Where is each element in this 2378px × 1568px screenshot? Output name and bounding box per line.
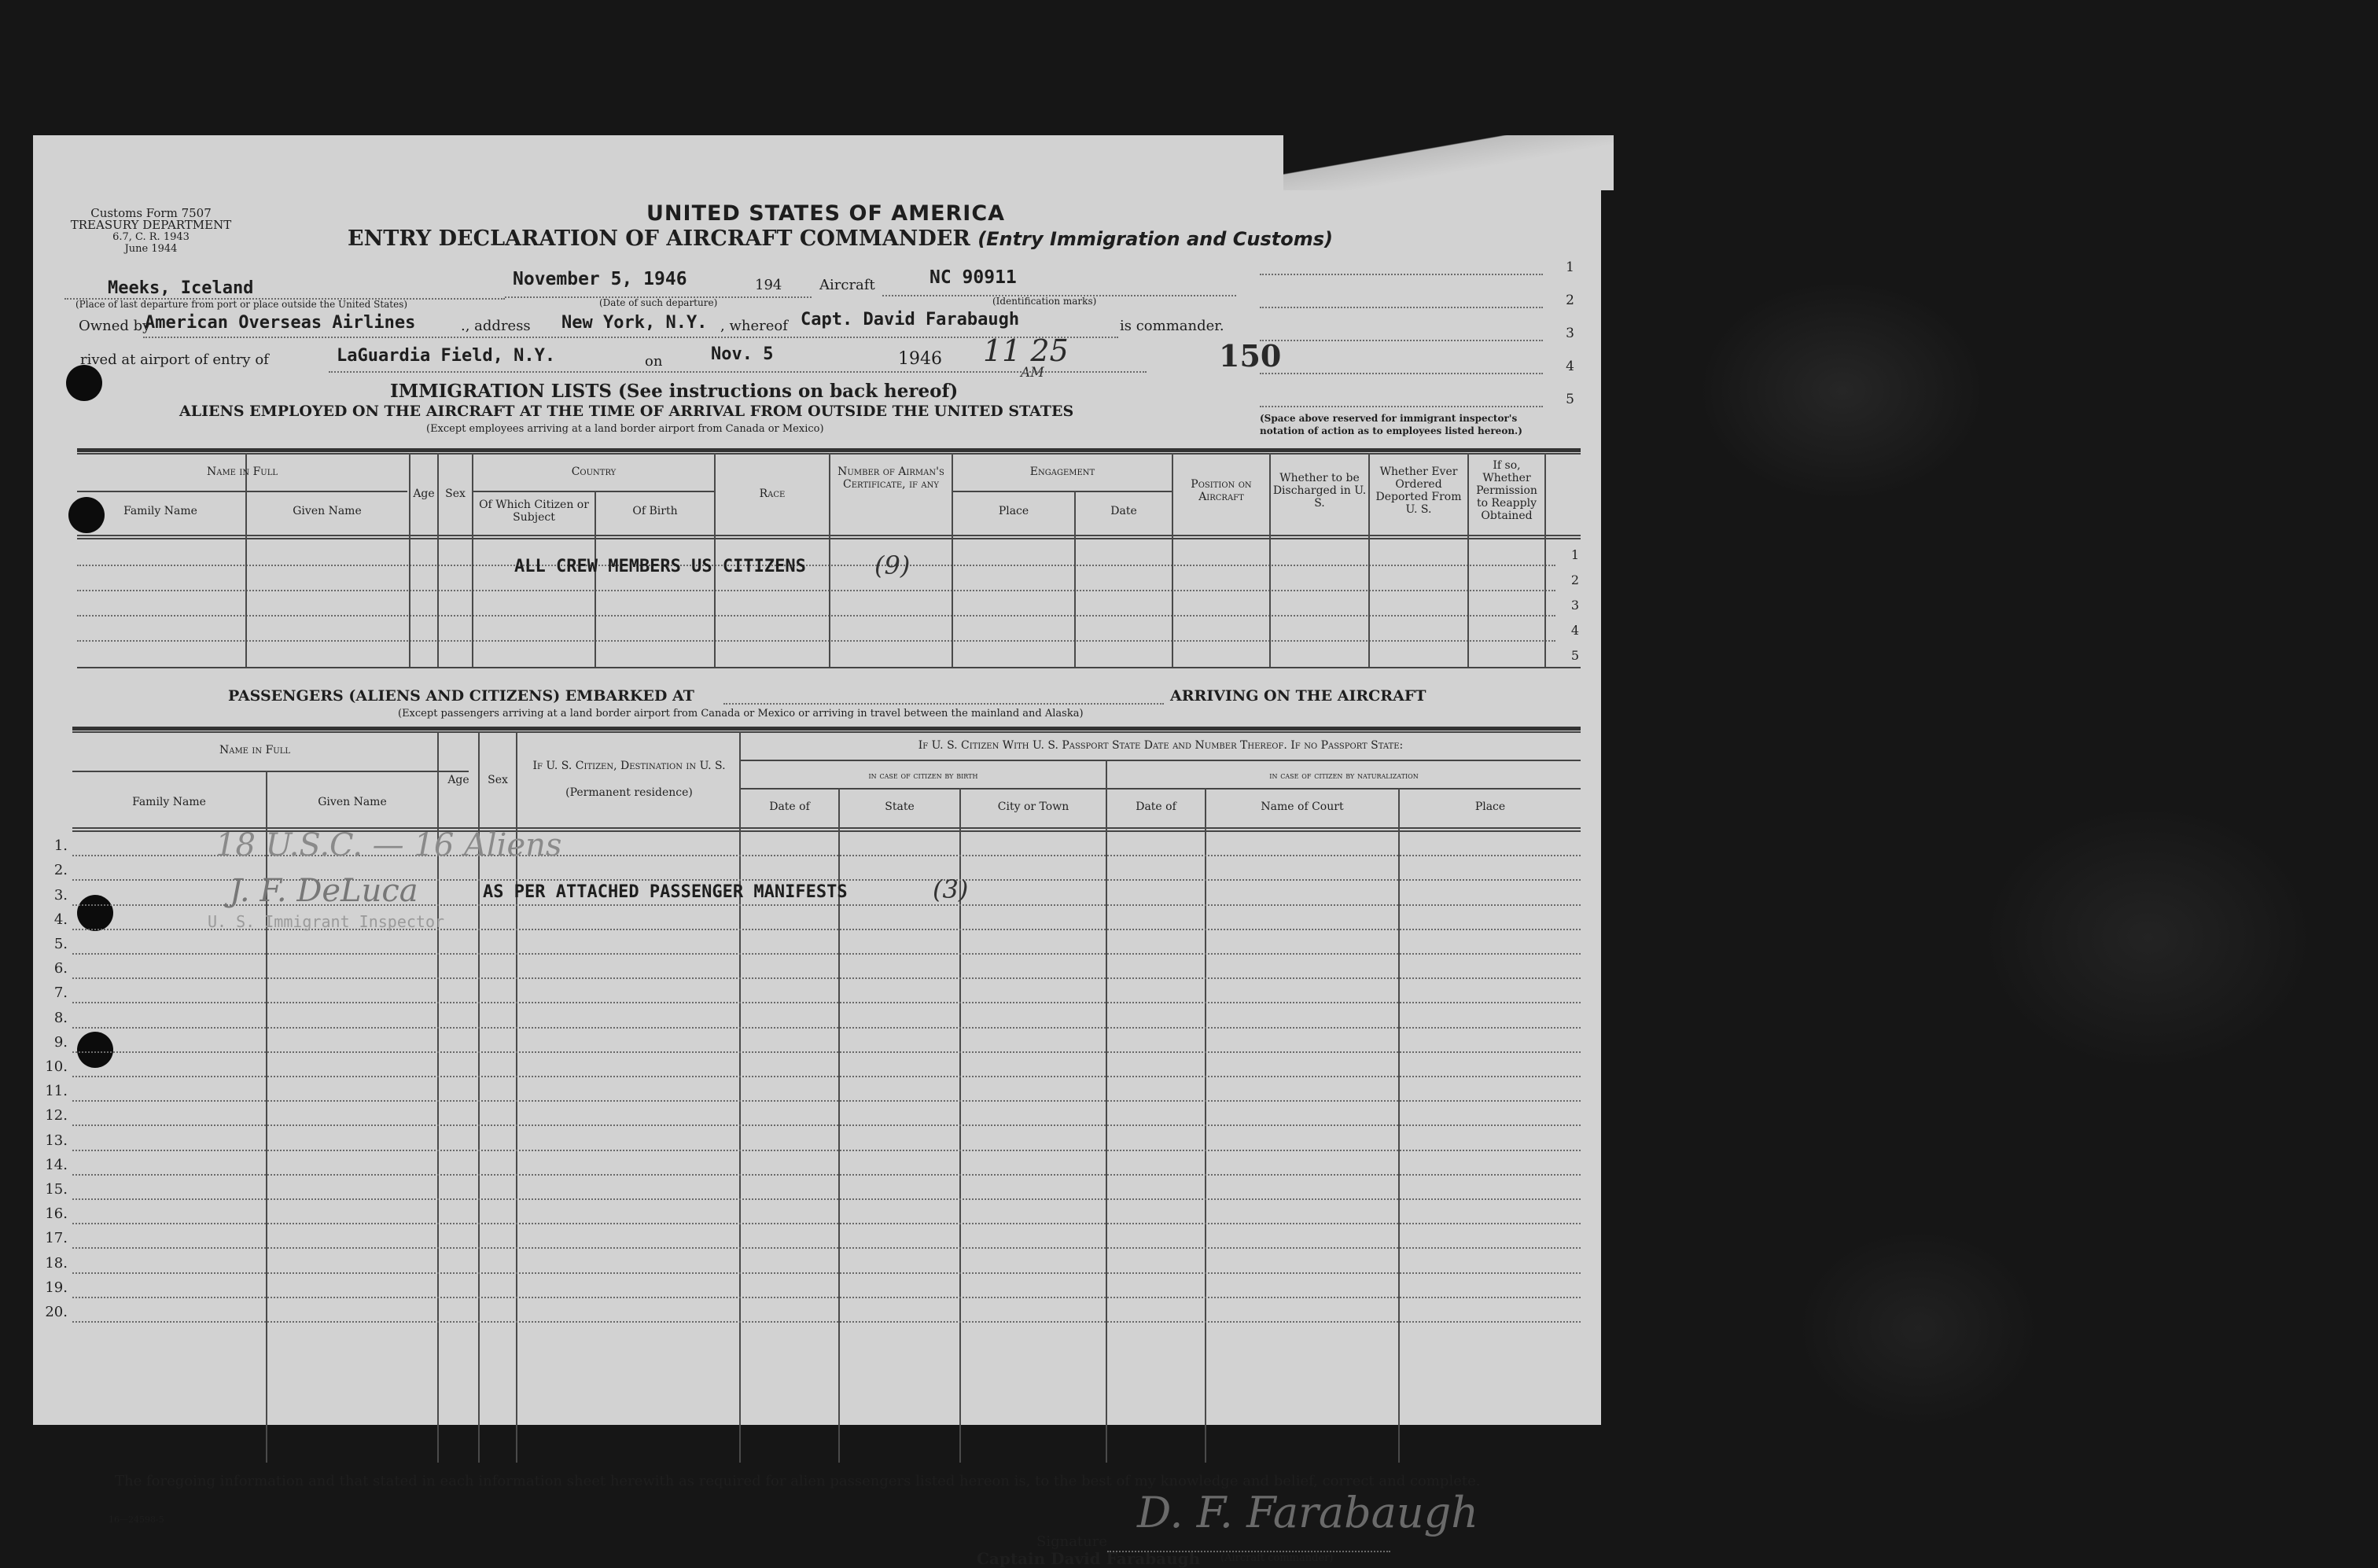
col-divider xyxy=(829,453,830,667)
background-film xyxy=(1612,0,2378,1562)
table-row xyxy=(72,1174,1581,1176)
inspector-title-stamp: U. S. Immigrant Inspector xyxy=(208,912,445,931)
on-label: on xyxy=(645,353,663,370)
line-number: 4 xyxy=(1566,359,1574,374)
line-number: 1 xyxy=(1566,259,1574,275)
handwritten-count: 18 U.S.C. — 16 Aliens xyxy=(215,827,562,863)
p-col-name-in-full: Name in Full xyxy=(219,744,291,756)
subheader-border xyxy=(473,491,714,492)
row-number: 16. xyxy=(45,1205,68,1222)
subheader-border xyxy=(953,491,1172,492)
row-number: 4. xyxy=(53,911,68,928)
row-number: 2 xyxy=(1570,572,1579,587)
col-divider xyxy=(472,453,473,667)
col-divider xyxy=(437,453,439,667)
punch-hole xyxy=(77,895,113,931)
row-number: 17. xyxy=(45,1230,68,1246)
row-number: 14. xyxy=(45,1157,68,1173)
col-permission: If so, Whether Permission to Reapply Obtained xyxy=(1476,459,1537,522)
p-col-court: Name of Court xyxy=(1261,801,1344,813)
col-family-name: Family Name xyxy=(123,505,197,517)
p-col-state: State xyxy=(885,801,915,813)
inspector-signature: J. F. DeLuca xyxy=(230,873,418,909)
arrival-line xyxy=(329,371,1147,373)
row-number: 1. xyxy=(53,837,68,854)
table-row xyxy=(72,1272,1581,1274)
table-row xyxy=(77,615,1555,617)
table-row xyxy=(77,590,1555,591)
col-divider xyxy=(409,453,410,667)
p-col-sex: Sex xyxy=(488,774,508,786)
row-number: 19. xyxy=(45,1279,68,1296)
commander-suffix: is commander. xyxy=(1120,318,1224,334)
immigration-subtitle: ALIENS EMPLOYED ON THE AIRCRAFT AT THE TIME OF ARRIVAL FROM OUTSIDE THE UNITED STATES xyxy=(179,403,1074,420)
row-number: 4 xyxy=(1570,623,1579,638)
table-top-border xyxy=(72,731,1581,733)
table-top-border xyxy=(77,448,1581,452)
col-name-in-full: Name in Full xyxy=(206,466,278,478)
col-sex: Sex xyxy=(445,488,466,500)
col-age: Age xyxy=(413,488,435,500)
table-row xyxy=(72,1002,1581,1003)
whereof-label: , whereof xyxy=(720,318,788,334)
table-row xyxy=(72,1076,1581,1077)
document-page xyxy=(33,135,1601,1568)
table-row xyxy=(72,1027,1581,1029)
arrival-year: 1946 xyxy=(898,349,942,369)
p-col-city: City or Town xyxy=(997,801,1069,813)
manifest-count: (3) xyxy=(933,874,969,904)
crew-note: ALL CREW MEMBERS US CITIZENS xyxy=(514,557,806,576)
row-number: 3 xyxy=(1570,598,1579,613)
table-row xyxy=(72,1247,1581,1249)
col-divider xyxy=(1106,760,1107,1463)
passengers-title-right: ARRIVING ON THE AIRCRAFT xyxy=(1170,687,1426,705)
col-divider xyxy=(952,453,953,667)
row-number: 2. xyxy=(53,862,68,878)
punch-hole xyxy=(66,365,102,401)
p-col-destination: If U. S. Citizen, Destination in U. S. xyxy=(532,760,726,772)
row-number: 18. xyxy=(45,1255,68,1272)
table-row xyxy=(77,565,1555,566)
arrival-time: 11 25 xyxy=(983,333,1069,368)
p-col-date-of-2: Date of xyxy=(1136,801,1176,813)
embarked-line xyxy=(723,703,1164,705)
row-number: 9. xyxy=(53,1034,68,1051)
subheader-border xyxy=(72,771,469,772)
arrived-label: rived at airport of entry of xyxy=(80,352,269,368)
row-number: 5 xyxy=(1570,648,1579,663)
address-label: ., address xyxy=(461,318,531,334)
col-citizen-of: Of Which Citizen or Subject xyxy=(479,499,589,524)
form-date: June 1944 xyxy=(124,243,178,255)
arrival-date: Nov. 5 xyxy=(711,344,774,364)
row-number: 7. xyxy=(53,985,68,1001)
owner-line xyxy=(143,337,1118,338)
col-of-birth: Of Birth xyxy=(632,505,678,517)
col-airman-cert: Number of Airman's Certificate, if any xyxy=(837,466,944,491)
reserved-line xyxy=(1260,406,1543,407)
title-italic: (Entry Immigration and Customs) xyxy=(977,228,1333,250)
passengers-note: (Except passengers arriving at a land border airport from Canada or Mexico or arriving in travel between the mainland and Alaska) xyxy=(398,708,1084,720)
form-dept: TREASURY DEPARTMENT xyxy=(70,218,232,232)
row-number: 6. xyxy=(53,960,68,977)
passengers-title xyxy=(228,687,694,705)
table-row xyxy=(72,1124,1581,1126)
form-id-block xyxy=(64,208,237,255)
table-row xyxy=(72,1150,1581,1151)
row-number: 5. xyxy=(53,936,68,952)
commander-signature: D. F. Farabaugh xyxy=(1137,1488,1478,1537)
line-number: 5 xyxy=(1566,392,1574,407)
immigration-note: (Except employees arriving at a land border airport from Canada or Mexico) xyxy=(426,423,824,435)
aircraft-marks: NC 90911 xyxy=(929,267,1017,288)
p-col-passport-header: If U. S. Citizen With U. S. Passport State Date and Number Thereof. If no Passport State: xyxy=(918,739,1404,752)
col-divider xyxy=(245,453,247,667)
table-row xyxy=(72,1223,1581,1224)
col-country: Country xyxy=(571,466,617,478)
date-caption: (Date of such departure) xyxy=(599,297,718,308)
departure-caption: (Place of last departure from port or place outside the United States) xyxy=(75,299,408,310)
p-col-by-birth: in case of citizen by birth xyxy=(868,770,978,781)
address: New York, N.Y. xyxy=(561,313,708,333)
subheader-border xyxy=(741,788,1581,790)
p-col-age: Age xyxy=(447,774,469,786)
immigration-title: IMMIGRATION LISTS (See instructions on back hereof) xyxy=(390,381,959,402)
p-col-destination-sub: (Permanent residence) xyxy=(565,786,693,799)
row-number: 1 xyxy=(1570,547,1579,562)
torn-corner xyxy=(1283,135,1614,190)
row-number: 12. xyxy=(45,1107,68,1124)
col-place: Place xyxy=(998,505,1029,517)
table-row xyxy=(72,1321,1581,1323)
reserved-line xyxy=(1260,274,1543,275)
line-number: 3 xyxy=(1566,326,1574,341)
table-row xyxy=(77,640,1555,642)
aircraft-caption: (Identification marks) xyxy=(992,296,1097,307)
passengers-title-left: PASSENGERS (ALIENS AND CITIZENS) EMBARKED AT xyxy=(228,687,694,705)
p-col-family-name: Family Name xyxy=(132,796,206,808)
departure-date: November 5, 1946 xyxy=(513,269,687,289)
col-race: Race xyxy=(759,488,786,500)
col-date: Date xyxy=(1110,505,1137,517)
p-col-date-of: Date of xyxy=(769,801,810,813)
aircraft-label: Aircraft xyxy=(819,277,875,293)
stamp-number: 150 xyxy=(1219,338,1282,374)
arrival-ampm: AM xyxy=(1021,365,1044,381)
crew-count: (9) xyxy=(874,550,911,580)
table-top-border xyxy=(72,727,1581,731)
table-row xyxy=(72,953,1581,955)
punch-hole xyxy=(77,1032,113,1068)
col-discharged: Whether to be Discharged in U. S. xyxy=(1272,472,1367,510)
table-bottom-border xyxy=(77,667,1581,668)
row-number: 10. xyxy=(45,1058,68,1075)
owned-label: Owned by xyxy=(79,318,151,334)
subheader-border xyxy=(741,760,1581,761)
col-engagement: Engagement xyxy=(1029,466,1095,478)
row-number: 11. xyxy=(45,1083,68,1099)
col-deported: Whether Ever Ordered Deported From U. S. xyxy=(1375,466,1462,516)
declaration: The foregoing information and that stated in each information sheet herewith as required for alien passengers listed hereon is, to the best of my knowledge and belief, correct and complete. xyxy=(115,1473,1481,1489)
col-given-name: Given Name xyxy=(293,505,362,517)
table-row xyxy=(72,1198,1581,1200)
reserved-line xyxy=(1260,340,1543,341)
reserved-note-line: notation of action as to employees listed hereon.) xyxy=(1260,425,1522,436)
row-number: 20. xyxy=(45,1304,68,1320)
reserved-line xyxy=(1260,307,1543,308)
p-col-given-name: Given Name xyxy=(318,796,387,808)
form-id: Customs Form 7507 xyxy=(90,206,212,220)
row-number: 15. xyxy=(45,1181,68,1198)
reserved-note xyxy=(1260,412,1522,437)
p-col-by-naturalization: in case of citizen by naturalization xyxy=(1269,770,1419,781)
subheader-border xyxy=(77,491,407,492)
owner: American Overseas Airlines xyxy=(145,313,416,333)
year-prefix: 194 xyxy=(755,277,782,293)
table-row xyxy=(72,1297,1581,1298)
col-position: Position on Aircraft xyxy=(1191,478,1252,503)
form-regs: 6.7, C. R. 1943 xyxy=(112,231,190,243)
table-row xyxy=(72,977,1581,979)
signature-label: Signature xyxy=(1036,1533,1108,1550)
departure-place: Meeks, Iceland xyxy=(108,278,254,298)
form-code: 16—24598-5 xyxy=(109,1515,164,1525)
country-heading: UNITED STATES OF AMERICA xyxy=(646,201,1006,226)
reserved-note-line: (Space above reserved for immigrant inspector's xyxy=(1260,413,1518,424)
row-number: 3. xyxy=(53,887,68,904)
p-col-place: Place xyxy=(1474,801,1506,813)
commander-name: Capt. David Farabaugh xyxy=(801,310,1020,329)
line-number: 2 xyxy=(1566,293,1574,308)
manifest-note: AS PER ATTACHED PASSENGER MANIFESTS xyxy=(483,882,848,902)
col-divider xyxy=(739,731,741,1463)
signer-name: Captain David Farabaugh xyxy=(977,1549,1201,1568)
airport: LaGuardia Field, N.Y. xyxy=(337,346,556,366)
col-divider xyxy=(1544,453,1546,667)
row-number: 13. xyxy=(45,1132,68,1149)
signer-caption: (Aircraft commander) xyxy=(1220,1552,1334,1564)
page-title xyxy=(348,226,1333,251)
table-row xyxy=(72,1100,1581,1102)
title-main: ENTRY DECLARATION OF AIRCRAFT COMMANDER xyxy=(348,226,970,251)
table-row xyxy=(72,1051,1581,1053)
reserved-line xyxy=(1260,373,1543,374)
row-number: 8. xyxy=(53,1010,68,1026)
